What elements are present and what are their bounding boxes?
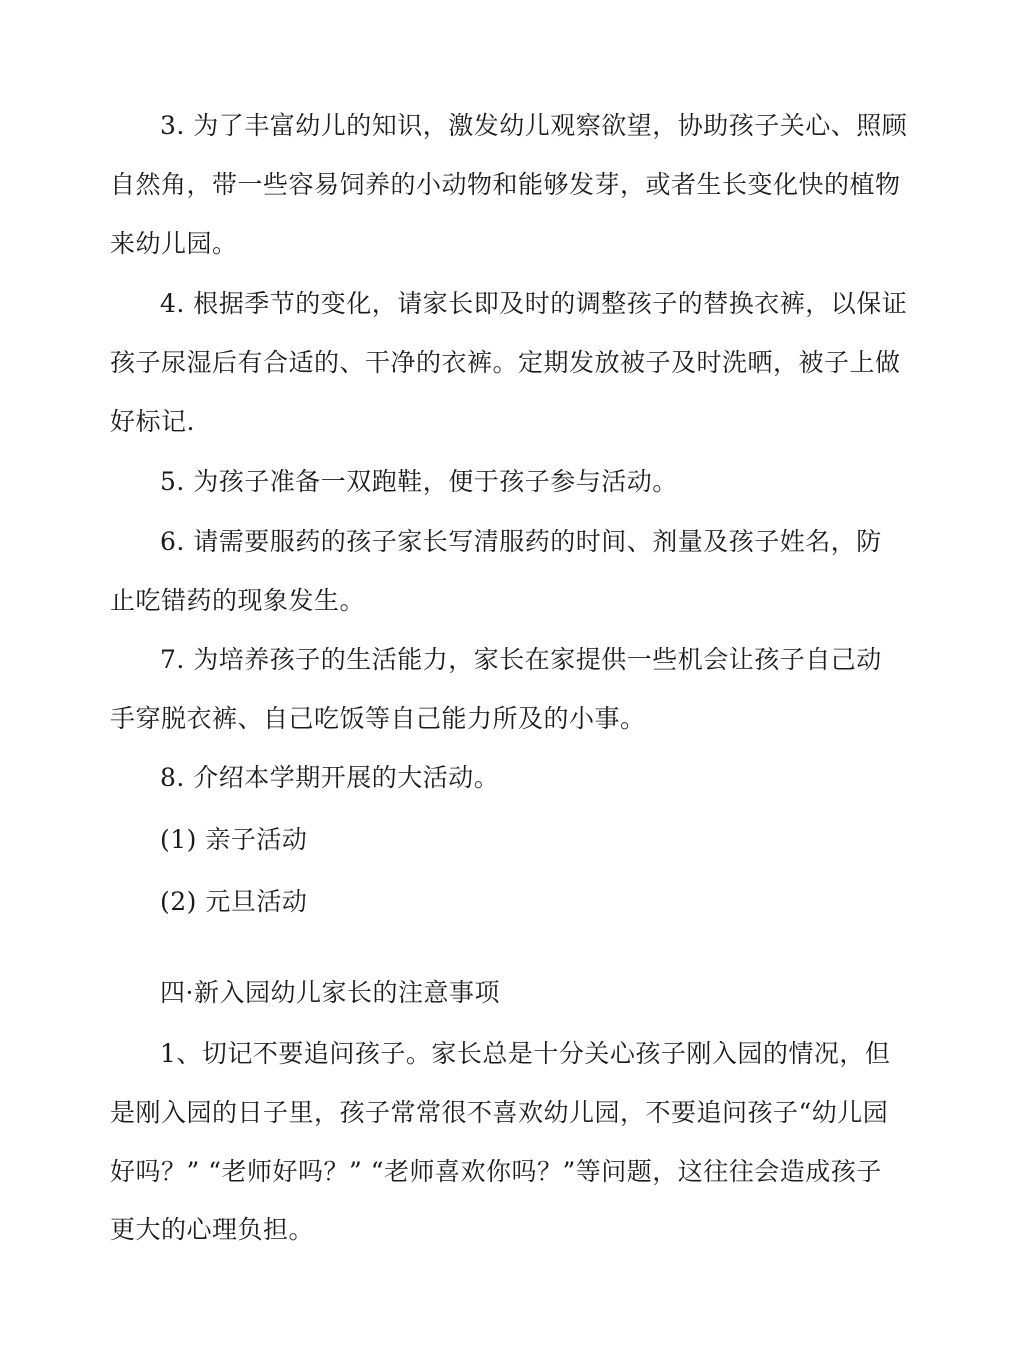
item-7-line-2: 手穿脱衣裤、自己吃饭等自己能力所及的小事。 bbox=[110, 704, 646, 733]
item-7-line-1: 7. 为培养孩子的生活能力，家长在家提供一些机会让孩子自己动 bbox=[160, 645, 882, 674]
sub-item-2: (2) 元旦活动 bbox=[160, 887, 308, 916]
item-4-line-3: 好标记. bbox=[110, 407, 195, 436]
item-8-line-1: 8. 介绍本学期开展的大活动。 bbox=[160, 763, 500, 792]
item-3-line-3: 来幼儿园。 bbox=[110, 229, 238, 258]
item-4-line-2: 孩子尿湿后有合适的、干净的衣裤。定期发放被子及时洗晒，被子上做 bbox=[110, 348, 901, 377]
sub-item-1: (1) 亲子活动 bbox=[160, 825, 308, 854]
item-4-line-1: 4. 根据季节的变化，请家长即及时的调整孩子的替换衣裤，以保证 bbox=[160, 289, 908, 318]
note-1-line-1: 1、切记不要追问孩子。家长总是十分关心孩子刚入园的情况，但 bbox=[160, 1039, 891, 1068]
section-heading-4: 四·新入园幼儿家长的注意事项 bbox=[160, 978, 500, 1007]
item-6-line-2: 止吃错药的现象发生。 bbox=[110, 586, 366, 615]
item-3-line-2: 自然角，带一些容易饲养的小动物和能够发芽，或者生长变化快的植物 bbox=[110, 170, 901, 199]
note-1-line-2: 是刚入园的日子里，孩子常常很不喜欢幼儿园，不要追问孩子“幼儿园 bbox=[110, 1098, 889, 1127]
item-3-line-1: 3. 为了丰富幼儿的知识，激发幼儿观察欲望，协助孩子关心、照顾 bbox=[160, 111, 908, 140]
note-1-line-3: 好吗？” “老师好吗？” “老师喜欢你吗？”等问题，这往往会造成孩子 bbox=[110, 1157, 882, 1186]
item-6-line-1: 6. 请需要服药的孩子家长写清服药的时间、剂量及孩子姓名，防 bbox=[160, 527, 882, 556]
item-5-line-1: 5. 为孩子准备一双跑鞋，便于孩子参与活动。 bbox=[160, 467, 678, 496]
note-1-line-4: 更大的心理负担。 bbox=[110, 1215, 315, 1244]
